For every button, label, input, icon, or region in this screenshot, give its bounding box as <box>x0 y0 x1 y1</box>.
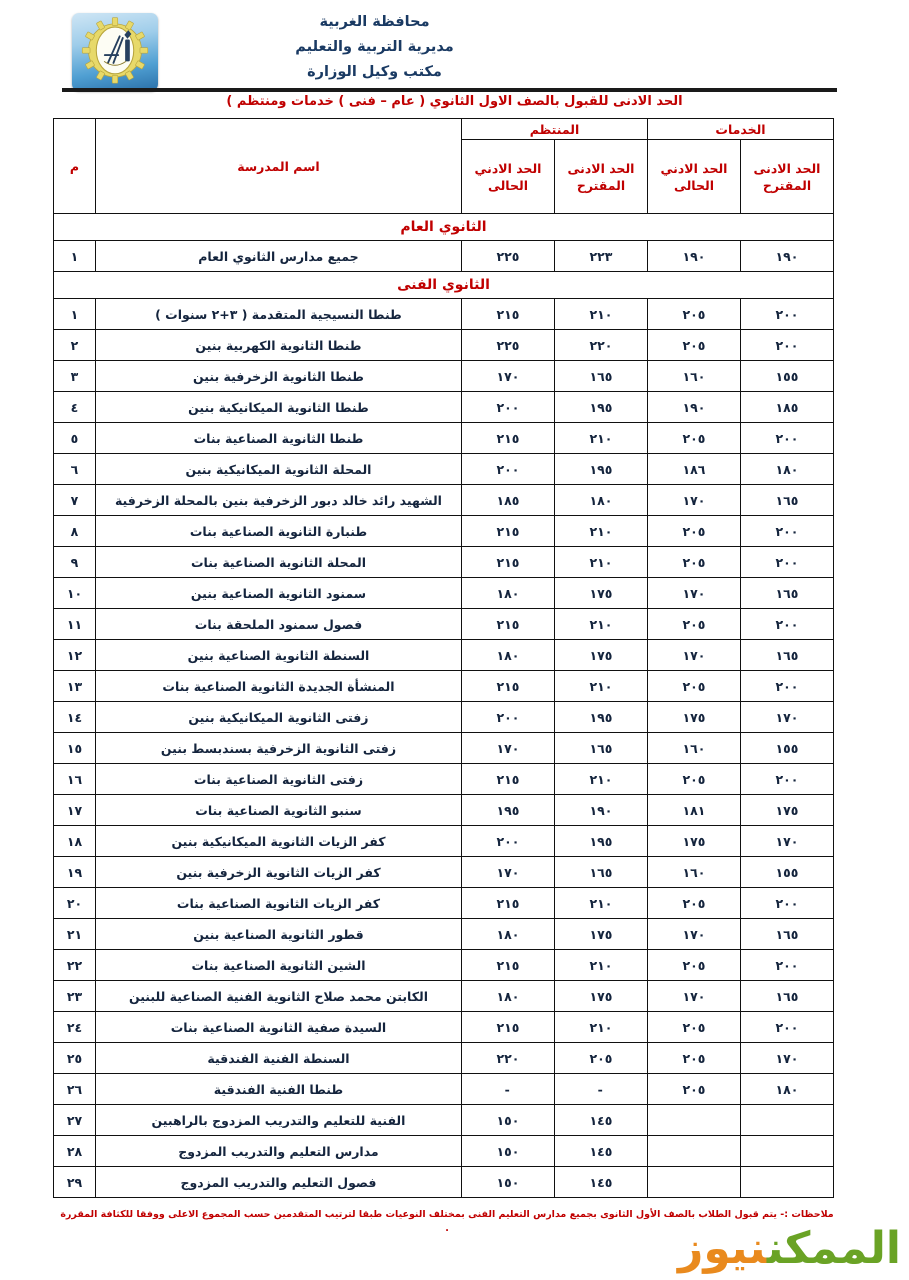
cell-services-current: ١٨٦ <box>647 454 740 485</box>
cell-services-current: ١٩٠ <box>647 392 740 423</box>
cell-regular-current: ٢٢٥ <box>461 330 554 361</box>
cell-services-proposed: ٢٠٠ <box>741 1012 834 1043</box>
cell-serial: ٩ <box>53 547 95 578</box>
cell-services-proposed: ١٦٥ <box>741 485 834 516</box>
cell-regular-proposed: ١٩٥ <box>554 826 647 857</box>
cell-regular-current: ١٨٠ <box>461 640 554 671</box>
section-row <box>53 272 833 299</box>
table-row <box>53 1012 833 1043</box>
cell-school-name: الشين الثانوية الصناعية بنات <box>95 950 461 981</box>
cell-services-current: ٢٠٥ <box>647 516 740 547</box>
cell-services-proposed <box>741 1136 834 1167</box>
cell-regular-current: ١٥٠ <box>461 1167 554 1198</box>
cell-regular-current: ٢١٥ <box>461 950 554 981</box>
cell-regular-current: ١٥٠ <box>461 1136 554 1167</box>
table-row <box>53 1105 833 1136</box>
cell-regular-proposed: ١٨٠ <box>554 485 647 516</box>
cell-services-proposed: ١٥٥ <box>741 857 834 888</box>
cell-regular-current: ٢٠٠ <box>461 826 554 857</box>
cell-services-proposed: ٢٠٠ <box>741 950 834 981</box>
cell-regular-current: ١٨٠ <box>461 981 554 1012</box>
cell-services-current: ١٧٠ <box>647 919 740 950</box>
cell-school-name: طنطا الثانوية الميكانيكية بنين <box>95 392 461 423</box>
cell-school-name: طنبارة الثانوية الصناعية بنات <box>95 516 461 547</box>
cell-regular-current: ٢٠٠ <box>461 454 554 485</box>
cell-serial: ١٨ <box>53 826 95 857</box>
cell-regular-proposed: ١٦٥ <box>554 857 647 888</box>
cell-services-proposed: ١٦٥ <box>741 981 834 1012</box>
cell-services-proposed: ٢٠٠ <box>741 516 834 547</box>
table-row <box>53 826 833 857</box>
cell-services-proposed: ١٨٠ <box>741 1074 834 1105</box>
cell-regular-current: ٢٠٠ <box>461 702 554 733</box>
cell-regular-proposed: ٢٢٣ <box>554 241 647 272</box>
cell-services-proposed: ١٧٠ <box>741 1043 834 1074</box>
cell-services-proposed: ١٨٠ <box>741 454 834 485</box>
cell-serial: ٢٢ <box>53 950 95 981</box>
cell-services-current: ٢٠٥ <box>647 671 740 702</box>
cell-school-name: قطور الثانوية الصناعية بنين <box>95 919 461 950</box>
cell-school-name: كفر الزيات الثانوية الزخرفية بنين <box>95 857 461 888</box>
watermark-part-green: الممكن <box>766 1223 901 1274</box>
cell-services-proposed: ١٦٥ <box>741 919 834 950</box>
cell-services-proposed <box>741 1105 834 1136</box>
cell-regular-proposed: ١٧٥ <box>554 981 647 1012</box>
table-row <box>53 578 833 609</box>
cell-services-current: ٢٠٥ <box>647 1012 740 1043</box>
cell-regular-current: ٢١٥ <box>461 1012 554 1043</box>
cell-serial: ٢١ <box>53 919 95 950</box>
cell-school-name: سمنود الثانوية الصناعية بنين <box>95 578 461 609</box>
cell-regular-current: ٢١٥ <box>461 888 554 919</box>
column-header-regular-current: الحد الادني الحالى <box>461 140 554 214</box>
table-row <box>53 1074 833 1105</box>
section-label: الثانوي العام <box>53 214 833 241</box>
cell-serial: ١٩ <box>53 857 95 888</box>
cell-regular-current: ١٧٠ <box>461 857 554 888</box>
section-label: الثانوي الفنى <box>53 272 833 299</box>
cell-school-name: طنطا الثانوية الصناعية بنات <box>95 423 461 454</box>
cell-regular-current: ١٧٠ <box>461 733 554 764</box>
column-header-regular-proposed: الحد الادنى المقترح <box>554 140 647 214</box>
cell-services-current: ٢٠٥ <box>647 299 740 330</box>
table-row <box>53 361 833 392</box>
cell-serial: ٦ <box>53 454 95 485</box>
table-row <box>53 299 833 330</box>
cell-regular-proposed: - <box>554 1074 647 1105</box>
table-group-header-row <box>53 119 833 140</box>
cell-regular-proposed: ٢١٠ <box>554 950 647 981</box>
cell-serial: ٢٧ <box>53 1105 95 1136</box>
cell-regular-current: ٢١٥ <box>461 299 554 330</box>
cell-serial: ٢٦ <box>53 1074 95 1105</box>
cell-school-name: زفتى الثانوية الميكانيكية بنين <box>95 702 461 733</box>
column-header-services-proposed: الحد الادنى المقترح <box>741 140 834 214</box>
admission-table-container <box>53 118 834 1198</box>
cell-services-current: ١٦٠ <box>647 361 740 392</box>
cell-school-name: زفتى الثانوية الصناعية بنات <box>95 764 461 795</box>
cell-regular-proposed: ٢١٠ <box>554 1012 647 1043</box>
cell-serial: ٢٣ <box>53 981 95 1012</box>
cell-regular-proposed: ٢١٠ <box>554 671 647 702</box>
cell-regular-proposed: ٢١٠ <box>554 516 647 547</box>
cell-serial: ١٢ <box>53 640 95 671</box>
cell-services-proposed: ٢٠٠ <box>741 764 834 795</box>
header-line-office: مكتب وكيل الوزارة <box>307 64 442 80</box>
table-row <box>53 1043 833 1074</box>
cell-serial: ١٥ <box>53 733 95 764</box>
table-row <box>53 919 833 950</box>
cell-school-name: السيدة صفية الثانوية الصناعية بنات <box>95 1012 461 1043</box>
cell-school-name: طنطا النسيجية المتقدمة ( ٣+٢ سنوات ) <box>95 299 461 330</box>
cell-services-proposed: ١٦٥ <box>741 640 834 671</box>
cell-services-current: ١٩٠ <box>647 241 740 272</box>
cell-regular-current: ١٨٥ <box>461 485 554 516</box>
column-header-services-current: الحد الادني الحالى <box>647 140 740 214</box>
cell-regular-proposed: ٢١٠ <box>554 299 647 330</box>
cell-regular-current: ٢٢٥ <box>461 241 554 272</box>
cell-services-current: ٢٠٥ <box>647 1043 740 1074</box>
cell-services-current: ٢٠٥ <box>647 330 740 361</box>
cell-regular-proposed: ١٤٥ <box>554 1136 647 1167</box>
cell-regular-proposed: ١٤٥ <box>554 1167 647 1198</box>
cell-regular-current: ١٧٠ <box>461 361 554 392</box>
cell-regular-current: ٢٢٠ <box>461 1043 554 1074</box>
cell-services-proposed <box>741 1167 834 1198</box>
cell-services-current: ٢٠٥ <box>647 423 740 454</box>
header-divider <box>62 88 837 92</box>
cell-regular-proposed: ٢١٠ <box>554 888 647 919</box>
cell-serial: ٢٨ <box>53 1136 95 1167</box>
cell-regular-current: ٢١٥ <box>461 516 554 547</box>
table-row <box>53 330 833 361</box>
cell-services-current: ١٧٥ <box>647 826 740 857</box>
cell-services-current: ١٧٠ <box>647 640 740 671</box>
cell-services-current <box>647 1105 740 1136</box>
cell-regular-proposed: ١٦٥ <box>554 361 647 392</box>
cell-regular-proposed: ١٩٥ <box>554 702 647 733</box>
table-row <box>53 764 833 795</box>
cell-regular-proposed: ١٦٥ <box>554 733 647 764</box>
cell-services-proposed: ٢٠٠ <box>741 330 834 361</box>
document-title: الحد الادنى للقبول بالصف الاول الثانوي ( عام – فنى ) خدمات ومنتظم ) <box>226 94 683 109</box>
cell-regular-current: ١٨٠ <box>461 919 554 950</box>
cell-regular-proposed: ٢١٠ <box>554 764 647 795</box>
table-row <box>53 547 833 578</box>
table-row <box>53 950 833 981</box>
cell-school-name: كفر الزيات الثانوية الصناعية بنات <box>95 888 461 919</box>
cell-regular-proposed: ١٧٥ <box>554 919 647 950</box>
cell-serial: ١ <box>53 241 95 272</box>
cell-services-current: ٢٠٥ <box>647 888 740 919</box>
header-line-governorate: محافظة الغربية <box>319 14 430 30</box>
table-row <box>53 640 833 671</box>
watermark-part-orange: نيوز <box>678 1223 767 1274</box>
cell-school-name: الفنية للتعليم والتدريب المزدوج بالراهبين <box>95 1105 461 1136</box>
cell-services-current <box>647 1136 740 1167</box>
cell-services-proposed: ٢٠٠ <box>741 671 834 702</box>
cell-regular-proposed: ٢١٠ <box>554 423 647 454</box>
site-watermark <box>678 1223 901 1274</box>
table-row <box>53 1167 833 1198</box>
cell-services-proposed: ١٥٥ <box>741 733 834 764</box>
cell-regular-current: ١٨٠ <box>461 578 554 609</box>
cell-serial: ١١ <box>53 609 95 640</box>
cell-services-proposed: ٢٠٠ <box>741 888 834 919</box>
cell-services-current: ١٧٠ <box>647 485 740 516</box>
cell-serial: ١ <box>53 299 95 330</box>
cell-serial: ٧ <box>53 485 95 516</box>
cell-school-name: طنطا الثانوية الزخرفية بنين <box>95 361 461 392</box>
cell-school-name: السنطة الثانوية الصناعية بنين <box>95 640 461 671</box>
cell-regular-current: - <box>461 1074 554 1105</box>
cell-regular-proposed: ١٩٥ <box>554 454 647 485</box>
table-row <box>53 1136 833 1167</box>
cell-services-current: ٢٠٥ <box>647 950 740 981</box>
cell-serial: ١٧ <box>53 795 95 826</box>
cell-regular-proposed: ١٩٠ <box>554 795 647 826</box>
cell-serial: ١٤ <box>53 702 95 733</box>
table-row <box>53 671 833 702</box>
cell-regular-current: ١٩٥ <box>461 795 554 826</box>
cell-serial: ٢٩ <box>53 1167 95 1198</box>
cell-services-proposed: ٢٠٠ <box>741 547 834 578</box>
cell-regular-proposed: ١٩٥ <box>554 392 647 423</box>
table-row <box>53 454 833 485</box>
cell-services-proposed: ٢٠٠ <box>741 299 834 330</box>
table-row <box>53 795 833 826</box>
cell-school-name: سنبو الثانوية الصناعية بنات <box>95 795 461 826</box>
admission-minimums-table <box>53 118 834 1198</box>
table-row <box>53 857 833 888</box>
cell-services-current: ١٦٠ <box>647 733 740 764</box>
cell-school-name: الشهيد رائد خالد دبور الزخرفية بنين بالمحلة الزخرفية <box>95 485 461 516</box>
cell-serial: ٢٤ <box>53 1012 95 1043</box>
table-body <box>53 214 833 1198</box>
table-row <box>53 609 833 640</box>
cell-services-proposed: ١٧٥ <box>741 795 834 826</box>
cell-school-name: مدارس التعليم والتدريب المزدوج <box>95 1136 461 1167</box>
cell-school-name: فصول سمنود الملحقة بنات <box>95 609 461 640</box>
cell-school-name: طنطا الفنية الفندقية <box>95 1074 461 1105</box>
cell-services-current: ٢٠٥ <box>647 764 740 795</box>
table-row <box>53 485 833 516</box>
table-row <box>53 423 833 454</box>
cell-regular-current: ٢١٥ <box>461 609 554 640</box>
cell-services-proposed: ٢٠٠ <box>741 423 834 454</box>
header-line-directorate: مديرية التربية والتعليم <box>295 39 454 55</box>
cell-school-name: المحلة الثانوية الصناعية بنات <box>95 547 461 578</box>
cell-school-name: فصول التعليم والتدريب المزدوج <box>95 1167 461 1198</box>
cell-serial: ١٣ <box>53 671 95 702</box>
table-row <box>53 733 833 764</box>
cell-school-name: المحلة الثانوية الميكانيكية بنين <box>95 454 461 485</box>
cell-regular-proposed: ٢١٠ <box>554 609 647 640</box>
group-header-services: الخدمات <box>647 119 833 140</box>
cell-services-current: ٢٠٥ <box>647 1074 740 1105</box>
table-row <box>53 392 833 423</box>
cell-services-proposed: ١٧٠ <box>741 702 834 733</box>
section-row <box>53 214 833 241</box>
cell-services-proposed: ١٥٥ <box>741 361 834 392</box>
cell-services-current: ٢٠٥ <box>647 547 740 578</box>
cell-school-name: طنطا الثانوية الكهربية بنين <box>95 330 461 361</box>
cell-serial: ٢ <box>53 330 95 361</box>
table-row <box>53 516 833 547</box>
cell-services-proposed: ١٩٠ <box>741 241 834 272</box>
cell-school-name: السنطة الفنية الفندقية <box>95 1043 461 1074</box>
cell-serial: ٣ <box>53 361 95 392</box>
cell-services-current: ٢٠٥ <box>647 609 740 640</box>
cell-school-name: الكابتن محمد صلاح الثانوية الفنية الصناعية للبنين <box>95 981 461 1012</box>
cell-regular-proposed: ٢٠٥ <box>554 1043 647 1074</box>
cell-regular-proposed: ١٧٥ <box>554 640 647 671</box>
cell-regular-current: ٢١٥ <box>461 671 554 702</box>
cell-serial: ٨ <box>53 516 95 547</box>
cell-school-name: المنشأة الجديدة الثانوية الصناعية بنات <box>95 671 461 702</box>
table-row <box>53 241 833 272</box>
header-authority-lines <box>0 10 909 85</box>
cell-serial: ٢٠ <box>53 888 95 919</box>
cell-services-current: ١٧٠ <box>647 981 740 1012</box>
cell-serial: ٥ <box>53 423 95 454</box>
table-row <box>53 981 833 1012</box>
table-row <box>53 888 833 919</box>
document-header <box>0 10 909 92</box>
cell-regular-current: ٢١٥ <box>461 547 554 578</box>
cell-services-current <box>647 1167 740 1198</box>
cell-regular-proposed: ٢٢٠ <box>554 330 647 361</box>
cell-regular-proposed: ٢١٠ <box>554 547 647 578</box>
cell-services-current: ١٨١ <box>647 795 740 826</box>
table-header <box>53 119 833 214</box>
cell-services-current: ١٦٠ <box>647 857 740 888</box>
notes-text: ملاحظات :- يتم قبول الطلاب بالصف الأول الثانوى بجميع مدارس التعليم الفنى بمختلف النوعيات طبقا لترتيب المتقدمين حسب المجموع الاعلى ووفقا للكثافة المقررة . <box>60 1209 834 1234</box>
cell-serial: ٢٥ <box>53 1043 95 1074</box>
cell-regular-current: ١٥٠ <box>461 1105 554 1136</box>
cell-services-proposed: ١٨٥ <box>741 392 834 423</box>
cell-services-proposed: ١٦٥ <box>741 578 834 609</box>
cell-regular-current: ٢١٥ <box>461 764 554 795</box>
column-header-serial: م <box>53 119 95 214</box>
cell-services-current: ١٧٥ <box>647 702 740 733</box>
cell-serial: ١٠ <box>53 578 95 609</box>
cell-regular-current: ٢١٥ <box>461 423 554 454</box>
cell-serial: ١٦ <box>53 764 95 795</box>
cell-school-name: جميع مدارس الثانوي العام <box>95 241 461 272</box>
cell-regular-proposed: ١٤٥ <box>554 1105 647 1136</box>
cell-services-current: ١٧٠ <box>647 578 740 609</box>
cell-regular-proposed: ١٧٥ <box>554 578 647 609</box>
column-header-school-name: اسم المدرسة <box>95 119 461 214</box>
cell-school-name: زفتى الثانوية الزخرفية بسندبسط بنين <box>95 733 461 764</box>
cell-serial: ٤ <box>53 392 95 423</box>
cell-regular-current: ٢٠٠ <box>461 392 554 423</box>
cell-services-proposed: ٢٠٠ <box>741 609 834 640</box>
cell-services-proposed: ١٧٠ <box>741 826 834 857</box>
table-row <box>53 702 833 733</box>
cell-school-name: كفر الزيات الثانوية الميكانيكية بنين <box>95 826 461 857</box>
group-header-regular: المنتظم <box>461 119 647 140</box>
